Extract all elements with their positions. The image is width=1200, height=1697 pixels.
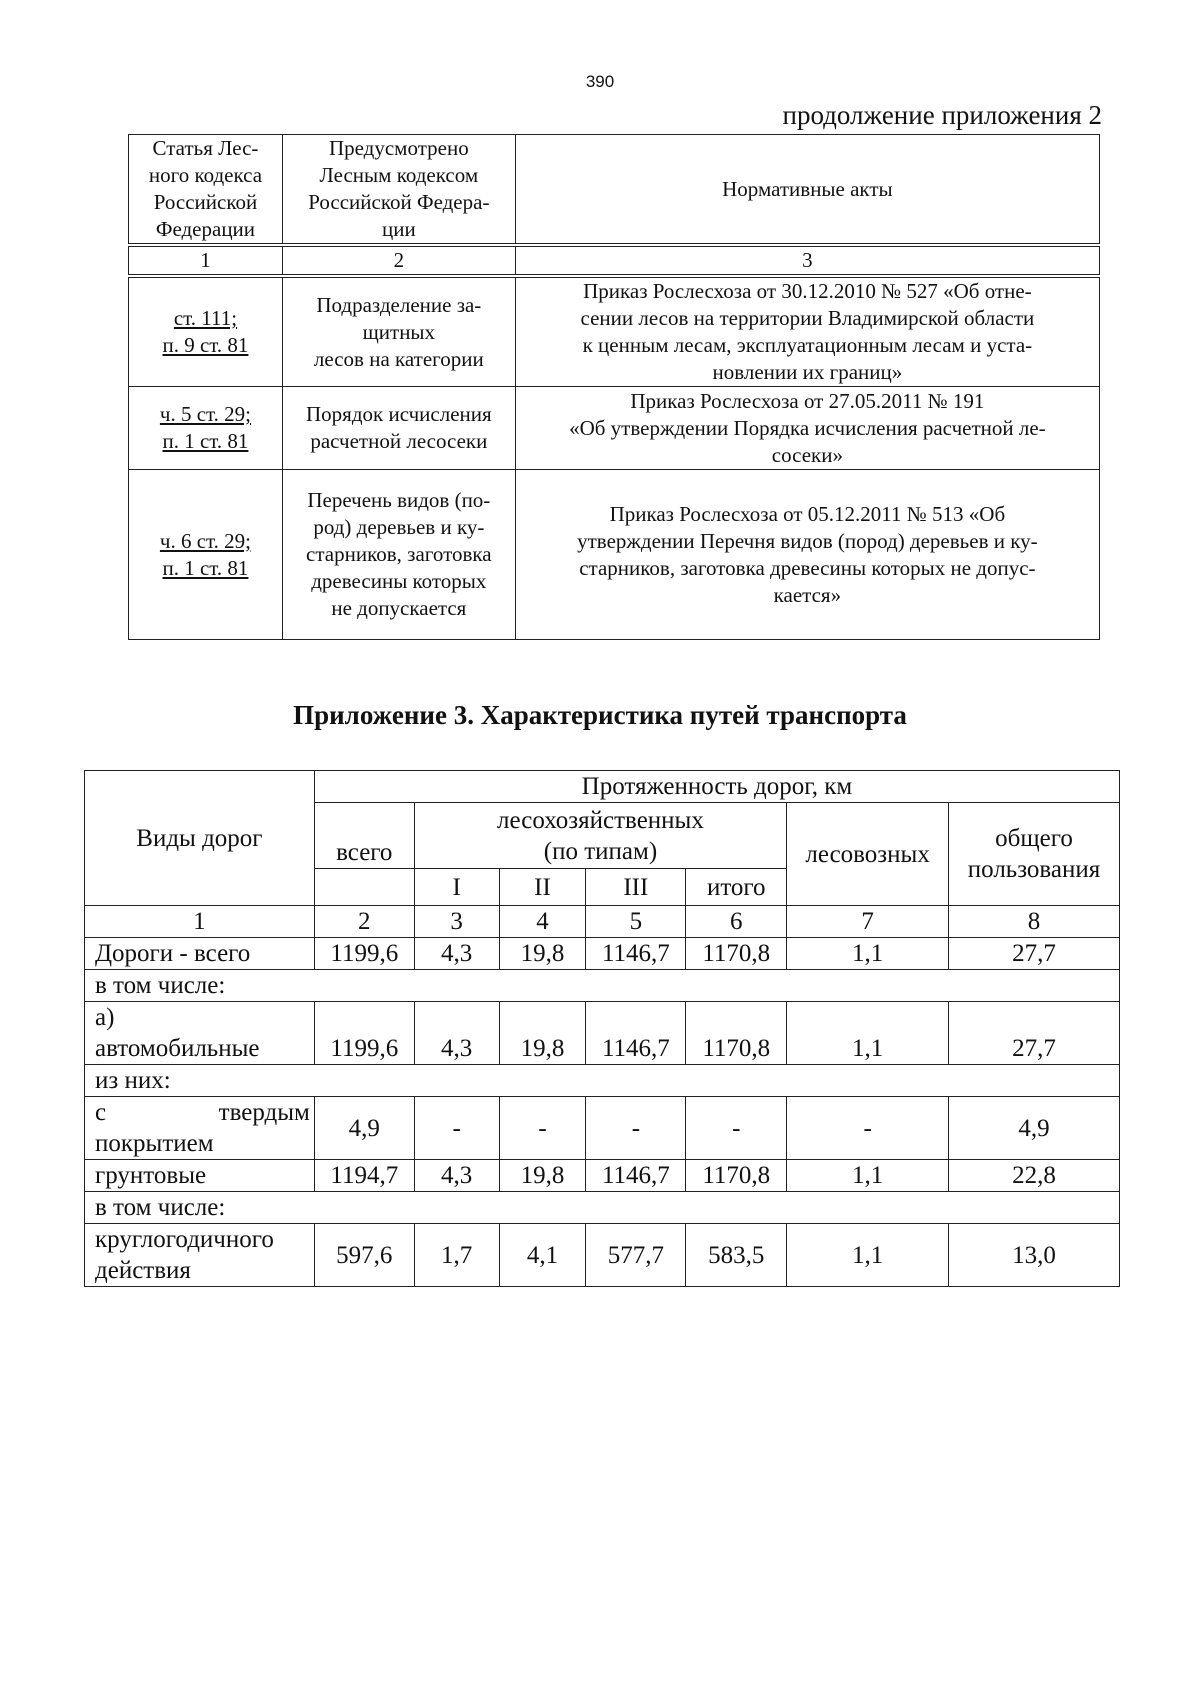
header-total: всего	[314, 803, 414, 869]
value-cell: 19,8	[499, 1002, 586, 1065]
page-number: 390	[585, 72, 615, 91]
article-link[interactable]: п. 1 ст. 81	[162, 555, 249, 580]
value-cell: 19,8	[499, 1160, 586, 1192]
table-row	[85, 1002, 1120, 1065]
header-acts: Нормативные акты	[515, 135, 1099, 246]
value-cell: 13,0	[949, 1224, 1120, 1287]
value-cell: 1194,7	[314, 1160, 414, 1192]
value-cell: -	[414, 1097, 499, 1160]
acts-number-row	[129, 245, 1100, 276]
continuation-caption: продолжение приложения 2	[782, 100, 1102, 130]
header-forestry: лесохозяйственных (по типам)	[414, 803, 786, 869]
value-cell: -	[499, 1097, 586, 1160]
roads-number-row	[85, 906, 1120, 938]
column-number: 8	[949, 906, 1120, 938]
value-cell: 1146,7	[586, 1160, 686, 1192]
roads-header-row	[85, 771, 1120, 803]
row-label: с твердым покрытием	[85, 1097, 315, 1160]
article-cell	[129, 470, 283, 640]
value-cell: 1199,6	[314, 1002, 414, 1065]
article-link[interactable]: ч. 6 ст. 29;	[159, 528, 251, 553]
header-type-iii: III	[586, 869, 686, 906]
group-label: из них:	[85, 1065, 1120, 1097]
header-road-types: Виды дорог	[85, 771, 315, 906]
acts-row	[129, 387, 1100, 470]
article-link[interactable]: п. 1 ст. 81	[162, 429, 249, 453]
table-row	[85, 1160, 1120, 1192]
value-cell: 4,1	[499, 1224, 586, 1287]
header-total-blank	[314, 869, 414, 906]
value-cell: 4,3	[414, 938, 499, 970]
value-cell: 4,9	[949, 1097, 1120, 1160]
table-row	[85, 1065, 1120, 1097]
value-cell: 22,8	[949, 1160, 1120, 1192]
value-cell: 1146,7	[586, 938, 686, 970]
article-link[interactable]: ч. 5 ст. 29;	[159, 402, 251, 426]
column-number: 4	[499, 906, 586, 938]
article-cell	[129, 276, 283, 387]
article-cell	[129, 387, 283, 470]
value-cell: 1,7	[414, 1224, 499, 1287]
row-label: Дороги - всего	[85, 938, 315, 970]
header-type-ii: II	[499, 869, 586, 906]
group-label: в том числе:	[85, 970, 1120, 1002]
table-row	[85, 938, 1120, 970]
header-article: Статья Лес- ного кодекса Российской Федерации	[129, 135, 283, 246]
value-cell: 1170,8	[686, 1160, 787, 1192]
value-cell: 577,7	[586, 1224, 686, 1287]
value-cell: 4,3	[414, 1160, 499, 1192]
value-cell: 1170,8	[686, 1002, 787, 1065]
column-number: 3	[414, 906, 499, 938]
provision-cell: Перечень видов (по- род) деревьев и ку- старников, заготовка древесины которых не допускается	[282, 470, 515, 640]
column-number: 1	[129, 245, 283, 276]
row-label: грунтовые	[85, 1160, 315, 1192]
table-row	[85, 1097, 1120, 1160]
column-number: 2	[282, 245, 515, 276]
value-cell: 1,1	[787, 1160, 949, 1192]
value-cell: 583,5	[686, 1224, 787, 1287]
header-subtotal: итого	[686, 869, 787, 906]
provision-cell: Подразделение за- щитных лесов на категории	[282, 276, 515, 387]
value-cell: 1146,7	[586, 1002, 686, 1065]
value-cell: 597,6	[314, 1224, 414, 1287]
value-cell: 27,7	[949, 1002, 1120, 1065]
row-label: а) автомобильные	[85, 1002, 315, 1065]
column-number: 2	[314, 906, 414, 938]
value-cell: -	[586, 1097, 686, 1160]
article-link[interactable]: п. 9 ст. 81	[162, 333, 249, 357]
table-row	[85, 970, 1120, 1002]
act-cell: Приказ Рослесхоза от 27.05.2011 № 191 «Об утверждении Порядка исчисления расчетной ле- сосеки»	[515, 387, 1099, 470]
column-number: 1	[85, 906, 315, 938]
value-cell: 4,9	[314, 1097, 414, 1160]
value-cell: 27,7	[949, 938, 1120, 970]
section-title: Приложение 3. Характеристика путей транспорта	[293, 700, 907, 730]
column-number: 6	[686, 906, 787, 938]
act-cell: Приказ Рослесхоза от 30.12.2010 № 527 «Об отне- сении лесов на территории Владимирской области к ценным лесам, эксплуатационным лесам и уста- новлении их границ»	[515, 276, 1099, 387]
column-number: 5	[586, 906, 686, 938]
row-label: круглогодичного действия	[85, 1224, 315, 1287]
act-cell: Приказ Рослесхоза от 05.12.2011 № 513 «Об утверждении Перечня видов (пород) деревьев и ку- старников, заготовка древесины которых не допус- кается»	[515, 470, 1099, 640]
table-row	[85, 1224, 1120, 1287]
value-cell: 1170,8	[686, 938, 787, 970]
value-cell: 4,3	[414, 1002, 499, 1065]
article-link[interactable]: ст. 111;	[173, 306, 238, 330]
acts-row	[129, 470, 1100, 640]
header-provision: Предусмотрено Лесным кодексом Российской Федера- ции	[282, 135, 515, 246]
acts-header-row	[129, 135, 1100, 246]
header-public: общего пользования	[949, 803, 1120, 906]
normative-acts-table	[128, 134, 1100, 640]
acts-row	[129, 276, 1100, 387]
value-cell: -	[787, 1097, 949, 1160]
roads-table	[84, 770, 1120, 1287]
header-length: Протяженность дорог, км	[314, 771, 1119, 803]
value-cell: 1,1	[787, 1224, 949, 1287]
value-cell: 19,8	[499, 938, 586, 970]
header-logging: лесовозных	[787, 803, 949, 906]
value-cell: 1,1	[787, 938, 949, 970]
value-cell: -	[686, 1097, 787, 1160]
table-row	[85, 1192, 1120, 1224]
column-number: 3	[515, 245, 1099, 276]
value-cell: 1,1	[787, 1002, 949, 1065]
header-type-i: I	[414, 869, 499, 906]
group-label: в том числе:	[85, 1192, 1120, 1224]
value-cell: 1199,6	[314, 938, 414, 970]
column-number: 7	[787, 906, 949, 938]
provision-cell: Порядок исчисления расчетной лесосеки	[282, 387, 515, 470]
